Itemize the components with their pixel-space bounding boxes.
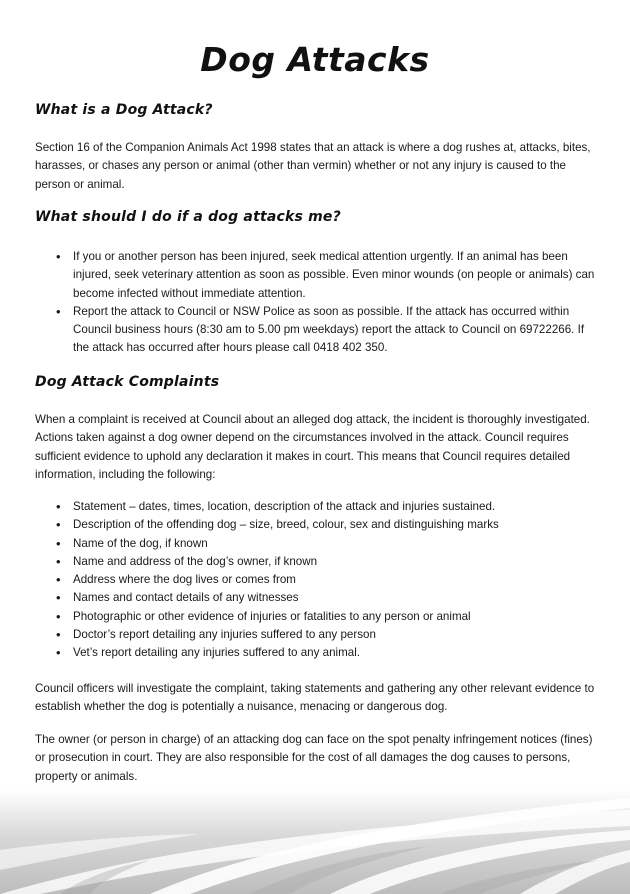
list-item: • Name of the dog, if known [35,535,595,553]
list-item: • Address where the dog lives or comes from [35,571,595,589]
list-item: • Doctor’s report detailing any injuries suffered to any person [35,626,595,644]
list-item: • Statement – dates, times, location, description of the attack and injuries sustained. [35,498,595,516]
penalty-paragraph: The owner (or person in charge) of an attacking dog can face on the spot penalty infringement notices (fines) or prosecution in court. They are also responsible for the cost of all damages the dog causes to persons, property or animals. [35,733,593,783]
evidence-list [35,498,595,663]
list-item: • Report the attack to Council or NSW Police as soon as possible. If the attack has occurred within Council business hours (8:30 am to 5.00 pm weekdays) report the attack to Council on 69722266. If the attack has occurred after hours please call 0418 402 350. [35,303,595,358]
heading-complaints: Dog Attack Complaints [35,374,220,390]
decorative-swoosh-footer [0,790,630,894]
list-item: • Names and contact details of any witnesses [35,589,595,607]
definition-paragraph: Section 16 of the Companion Animals Act 1998 states that an attack is where a dog rushes at, attacks, bites, harasses, or chases any person or animal (other than vermin) whether or not any injury is caused to the person or animal. [35,141,591,191]
complaints-intro-paragraph: When a complaint is received at Council about an alleged dog attack, the incident is thoroughly investigated. Actions taken against a dog owner depend on the circumstances involved in the attack. Council requires sufficient evidence to uphold any declaration it makes in court. This means that Council requires detailed information, including the following: [35,413,590,481]
heading-what-is-dog-attack: What is a Dog Attack? [35,102,213,118]
investigation-paragraph: Council officers will investigate the complaint, taking statements and gathering any other relevant evidence to establish whether the dog is potentially a nuisance, menacing or dangerous dog. [35,682,595,714]
page-title: Dog Attacks [200,40,430,79]
list-item: • Description of the offending dog – size, breed, colour, sex and distinguishing marks [35,516,595,534]
heading-what-to-do: What should I do if a dog attacks me? [35,209,341,225]
list-item: • Name and address of the dog’s owner, if known [35,553,595,571]
list-item: • Vet’s report detailing any injuries suffered to any animal. [35,644,595,662]
what-to-do-list [35,248,595,358]
list-item: • If you or another person has been injured, seek medical attention urgently. If an animal has been injured, seek veterinary attention as soon as possible. Even minor wounds (on people or animals) can become infected without immediate attention. [35,248,595,303]
list-item: • Photographic or other evidence of injuries or fatalities to any person or animal [35,608,595,626]
